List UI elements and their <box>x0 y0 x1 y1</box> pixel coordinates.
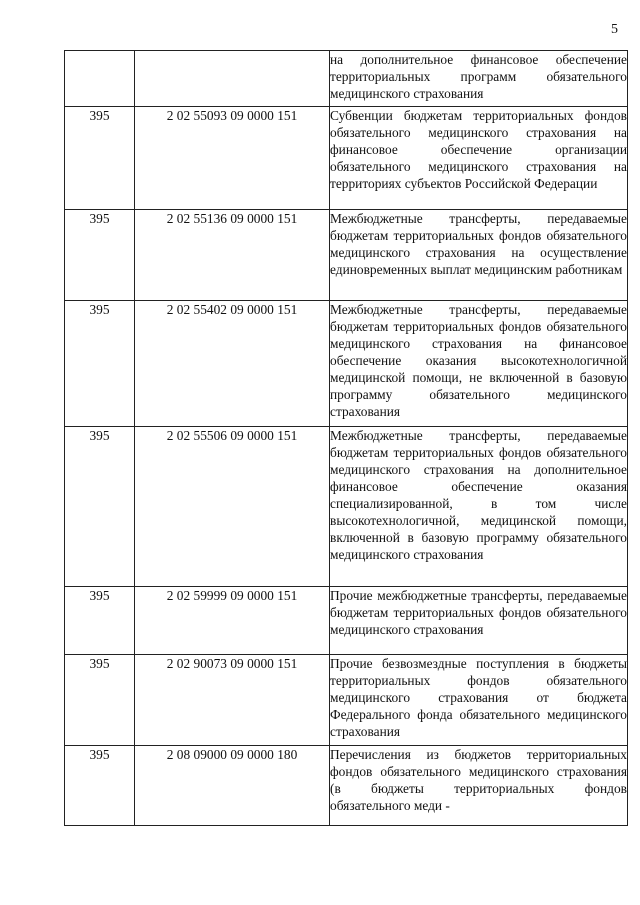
description-cell: Перечисления из бюджетов территориальных фондов обязательного медицинского страхования (в бюджеты территориальных фондов обязательного меди - <box>330 746 628 826</box>
table-row <box>65 427 628 587</box>
table-row <box>65 210 628 301</box>
description-cell: Межбюджетные трансферты, передаваемые бюджетам территориальных фондов обязательного медицинского страхования на финансовое обеспечение оказания высокотехнологичной медицинской помощи, не включенной в базовую программу обязательного медицинского страхования <box>330 301 628 427</box>
table-row <box>65 107 628 210</box>
admin-code-cell: 395 <box>65 107 135 210</box>
description-cell: Прочие безвозмездные поступления в бюджеты территориальных фондов обязательного медицинского страхования от бюджета Федерального фонда обязательного медицинского страхования <box>330 655 628 746</box>
budget-code-cell: 2 02 55136 09 0000 151 <box>135 210 330 301</box>
budget-code-cell: 2 02 90073 09 0000 151 <box>135 655 330 746</box>
description-cell: Межбюджетные трансферты, передаваемые бюджетам территориальных фондов обязательного медицинского страхования на осуществление единовременных выплат медицинским работникам <box>330 210 628 301</box>
budget-code-cell: 2 02 55402 09 0000 151 <box>135 301 330 427</box>
description-cell: Субвенции бюджетам территориальных фондов обязательного медицинского страхования на финансовое обеспечение организации обязательного медицинского страхования на территориях субъектов Российской Федерации <box>330 107 628 210</box>
admin-code-cell: 395 <box>65 746 135 826</box>
budget-code-cell: 2 02 59999 09 0000 151 <box>135 587 330 655</box>
table-row <box>65 301 628 427</box>
budget-code-cell: 2 02 55506 09 0000 151 <box>135 427 330 587</box>
admin-code-cell: 395 <box>65 587 135 655</box>
admin-code-cell: 395 <box>65 655 135 746</box>
admin-code-cell: 395 <box>65 210 135 301</box>
budget-code-cell <box>135 51 330 107</box>
budget-code-cell: 2 02 55093 09 0000 151 <box>135 107 330 210</box>
admin-code-cell <box>65 51 135 107</box>
description-cell: Прочие межбюджетные трансферты, передаваемые бюджетам территориальных фондов обязательного медицинского страхования <box>330 587 628 655</box>
description-cell: Межбюджетные трансферты, передаваемые бюджетам территориальных фондов обязательного медицинского страхования на дополнительное финансовое обеспечение оказания специализированной, в том числе высокотехнологичной, медицинской помощи, включенной в базовую программу обязательного медицинского страхования <box>330 427 628 587</box>
description-cell: на дополнительное финансовое обеспечение территориальных программ обязательного медицинского страхования <box>330 51 628 107</box>
admin-code-cell: 395 <box>65 301 135 427</box>
revenue-codes-table <box>64 50 628 826</box>
table-row <box>65 51 628 107</box>
table-row <box>65 746 628 826</box>
page-number: 5 <box>611 22 618 37</box>
budget-code-cell: 2 08 09000 09 0000 180 <box>135 746 330 826</box>
admin-code-cell: 395 <box>65 427 135 587</box>
table-row <box>65 655 628 746</box>
table-row <box>65 587 628 655</box>
